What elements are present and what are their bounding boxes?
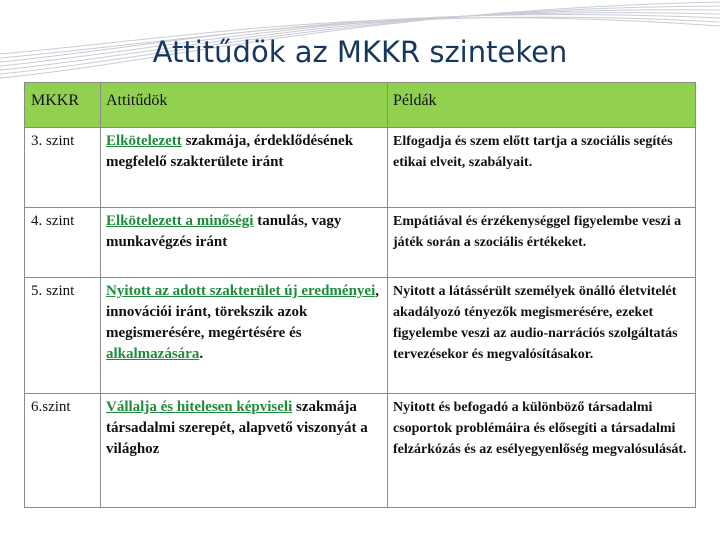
table-row	[25, 208, 696, 278]
attitude-highlight: Nyitott az adott szakterület új eredményei	[106, 283, 376, 299]
table-header-row	[25, 83, 696, 128]
row-example: Elfogadja és szem előtt tartja a szociális segítés etikai elveit, szabályait.	[388, 128, 696, 208]
row-level: 3. szint	[25, 128, 101, 208]
page-title: Attitűdök az MKKR szinteken	[152, 35, 568, 69]
row-attitude	[101, 208, 388, 278]
attitude-highlight: Elkötelezett	[106, 133, 182, 149]
header-attitudes: Attitűdök	[101, 83, 388, 128]
row-level: 5. szint	[25, 278, 101, 394]
attitude-text: szakmája társadalmi szerepét, alapvető viszonyát a világhoz	[106, 399, 368, 457]
row-level: 6.szint	[25, 394, 101, 508]
header-examples: Példák	[388, 83, 696, 128]
header-mkkr: MKKR	[25, 83, 101, 128]
row-attitude	[101, 128, 388, 208]
table-row	[25, 278, 696, 394]
table-row	[25, 128, 696, 208]
attitude-text: , innovációi iránt, törekszik azok megismerésére, megértésére és	[106, 283, 379, 341]
row-level: 4. szint	[25, 208, 101, 278]
row-example: Nyitott a látássérült személyek önálló életvitelét akadályozó tényezők megismerésére, ezeket figyelembe veszi az audio-narrációs szolgáltatás tervezésekor és megvalósításakor.	[388, 278, 696, 394]
attitude-text: tanulás, vagy munkavégzés iránt	[106, 213, 342, 250]
attitude-highlight: alkalmazására	[106, 346, 200, 362]
row-example: Nyitott és befogadó a különböző társadalmi csoportok problémáira és elősegíti a társadalmi felzárkózás és az esélyegyenlőség megvalósulását.	[388, 394, 696, 508]
attitude-text: szakmája, érdeklődésének megfelelő szakterülete iránt	[106, 133, 354, 170]
row-attitude	[101, 278, 388, 394]
row-attitude	[101, 394, 388, 508]
attitude-highlight: Vállalja és hitelesen képviseli	[106, 399, 293, 415]
table-row	[25, 394, 696, 508]
row-example: Empátiával és érzékenységgel figyelembe veszi a játék során a szociális értékeket.	[388, 208, 696, 278]
attitude-table	[24, 82, 696, 508]
attitude-highlight: Elkötelezett a minőségi	[106, 213, 254, 229]
attitude-text: .	[199, 346, 204, 362]
